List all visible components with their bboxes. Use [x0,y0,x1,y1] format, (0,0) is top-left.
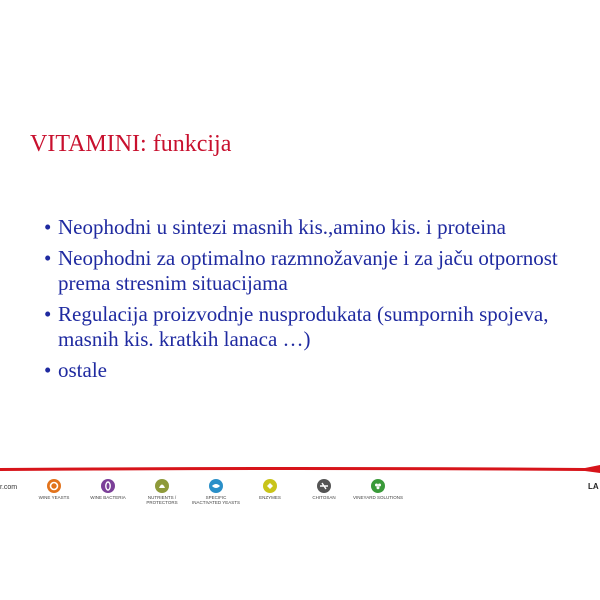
icon-label: ENZYMES [259,495,281,500]
bullet-text: Regulacija proizvodnje nusprodukata (sumpornih spojeva, masnih kis. kratkih lanaca …) [58,302,549,351]
icon-label: CHITOSAN [312,495,336,500]
chitosan-item [299,478,349,500]
bullet-dot: • [44,246,52,270]
bacteria-icon [100,478,116,494]
nutrient-icon [154,478,170,494]
icon-label: NUTRIENTS / PROTECTORS [146,495,178,505]
bullet-text: Neophodni u sintezi masnih kis.,amino kis. i proteina [58,215,506,239]
bullet-dot: • [44,215,52,239]
icon-label: VINEYARD SOLUTIONS [353,495,403,500]
icon-label: SPECIFIC INACTIVATED YEASTS [191,495,240,505]
icon-label: WINE YEASTS [38,495,70,500]
bullet-text: ostale [58,358,107,382]
nutrients-item [137,478,187,505]
yeast-icon [46,478,62,494]
enzymes-item [245,478,295,500]
bullet-dot: • [44,358,52,382]
vineyard-solutions-item [353,478,403,500]
inactivated-yeasts-item [191,478,241,505]
footer-divider [0,465,600,473]
footer-logo-text: LA [588,482,599,491]
bullet-text: Neophodni za optimalno razmnožavanje i za jaču otpornost prema stresnim situacijama [58,246,558,295]
bullet-item [44,246,574,296]
bullet-item [44,358,574,383]
icon-label: WINE BACTERIA [90,495,126,500]
footer-icon-row [0,478,600,518]
vineyard-icon [370,478,386,494]
bullet-list [44,215,574,389]
wine-yeasts-item [29,478,79,500]
bullet-dot: • [44,302,52,326]
footer-website: r.com [0,484,18,491]
enzyme-icon [262,478,278,494]
inactivated-yeast-icon [208,478,224,494]
chitosan-icon [316,478,332,494]
bullet-item [44,215,574,240]
bullet-item [44,302,574,352]
wine-bacteria-item [83,478,133,500]
slide-title: VITAMINI: funkcija [30,131,232,157]
